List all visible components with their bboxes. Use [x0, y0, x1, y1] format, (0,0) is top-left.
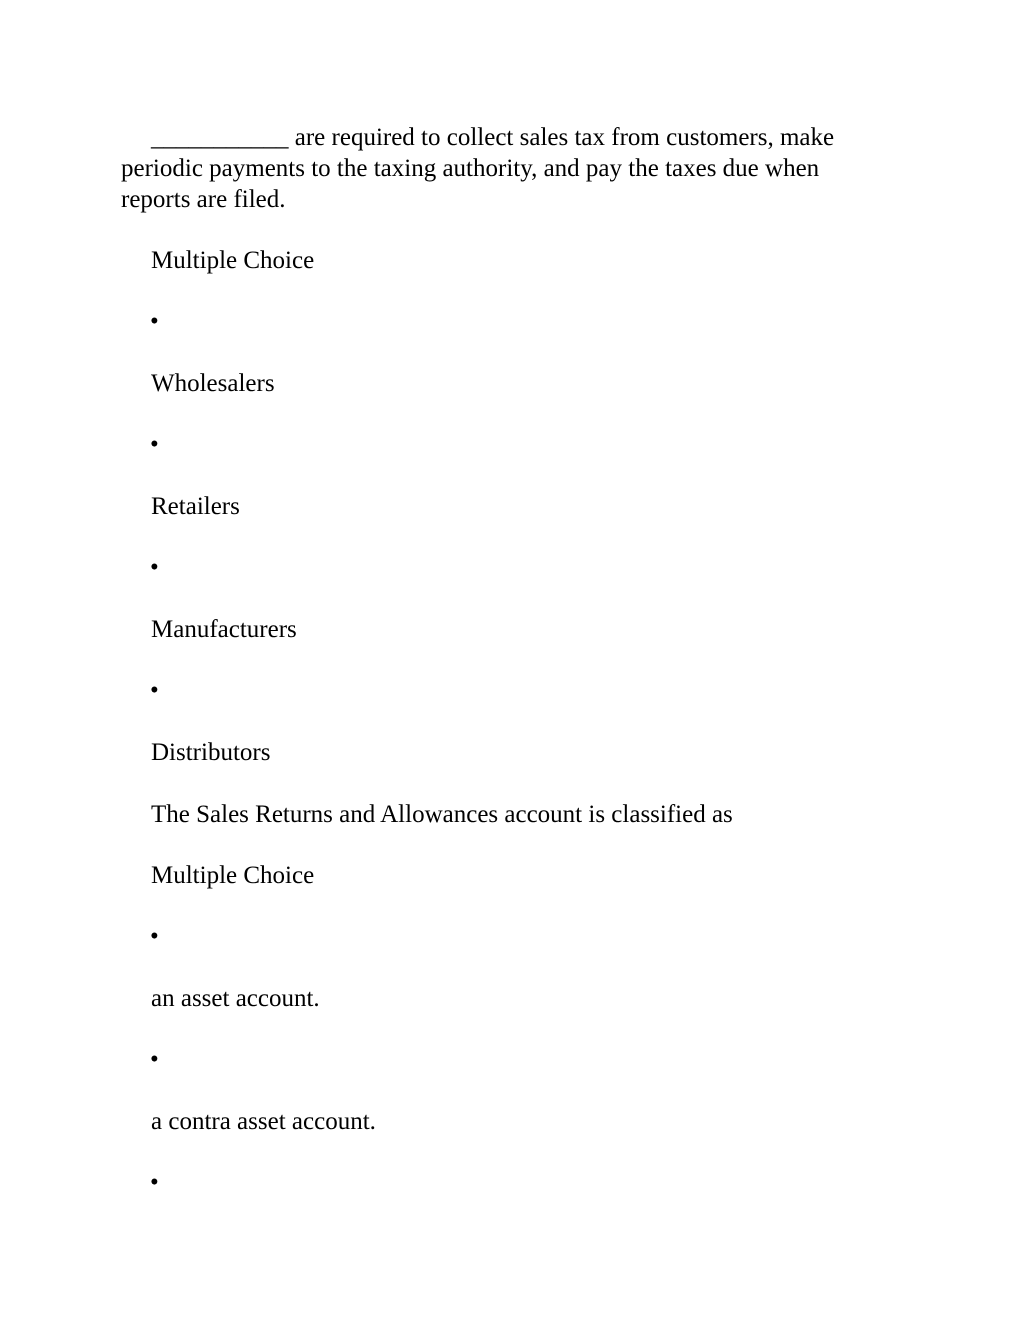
option-label: Wholesalers — [151, 370, 275, 397]
bullet-icon: • — [150, 554, 159, 581]
question-type-label: Multiple Choice — [151, 862, 315, 889]
bullet-icon: • — [150, 431, 159, 458]
option-label: Retailers — [151, 493, 240, 520]
option-label: Manufacturers — [151, 616, 297, 643]
question-stem-line: periodic payments to the taxing authority, and pay the taxes due when — [121, 155, 820, 182]
option-label: a contra asset account. — [151, 1108, 376, 1135]
question-stem-line: ___________ are required to collect sales tax from customers, make — [151, 124, 835, 151]
bullet-icon: • — [150, 308, 159, 335]
bullet-icon: • — [150, 1169, 159, 1196]
option-label: Distributors — [151, 739, 271, 766]
question-stem-line: reports are filed. — [121, 186, 286, 213]
question-type-label: Multiple Choice — [151, 247, 315, 274]
bullet-icon: • — [150, 1046, 159, 1073]
option-label: an asset account. — [151, 985, 320, 1012]
bullet-icon: • — [150, 677, 159, 704]
question-stem-line: The Sales Returns and Allowances account is classified as — [151, 801, 733, 828]
bullet-icon: • — [150, 923, 159, 950]
